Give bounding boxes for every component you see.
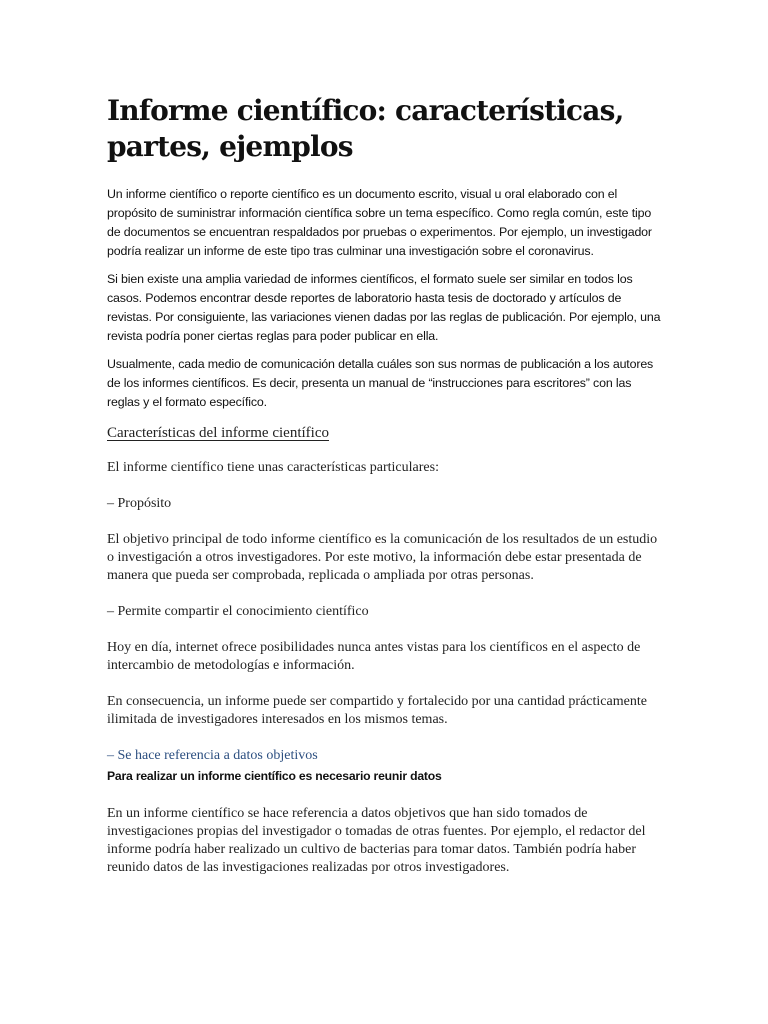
intro-section [107,185,667,412]
item-paragraph: El objetivo principal de todo informe científico es la comunicación de los resultados de un estudio o investigación a otros investigadores. Por este motivo, la información debe estar presentada de manera que pueda ser comprobada, replicada o ampliada por otras personas. [107,532,658,583]
item-paragraph: En un informe científico se hace referencia a datos objetivos que han sido tomados de investigaciones propias del investigador o tomadas de otras fuentes. Por ejemplo, el redactor del informe podría haber realizado un cultivo de bacterias para tomar datos. También podría haber reunido datos de las investigaciones realizadas por otros investigadores. [107,806,646,875]
document-title: Informe científico: características, partes, ejemplos [107,94,624,163]
section-lead: El informe científico tiene unas características particulares: [107,460,439,475]
document-page [107,93,667,895]
intro-paragraph: Si bien existe una amplia variedad de informes científicos, el formato suele ser similar en todos los casos. Podemos encontrar desde reportes de laboratorio hasta tesis de doctorado y artículos de revistas. Por consiguiente, las variaciones vienen dadas por las reglas de publicación. Por ejemplo, una revista podría poner ciertas reglas para poder publicar en ella. [107,272,661,343]
intro-paragraph: Un informe científico o reporte científico es un documento escrito, visual u oral elaborado con el propósito de suministrar información científica sobre un tema específico. Como regla común, este tipo de documentos se encuentran respaldados por pruebas o experimentos. Por ejemplo, un investigador podría realizar un informe de este tipo tras culminar una investigación sobre el coronavirus. [107,187,652,258]
item-paragraph: Hoy en día, internet ofrece posibilidades nunca antes vistas para los científicos en el aspecto de intercambio de metodologías e información. [107,640,641,673]
item-subheading: Para realizar un informe científico es necesario reunir datos [107,769,442,783]
section-heading: Características del informe científico [107,425,329,441]
intro-paragraph: Usualmente, cada medio de comunicación detalla cuáles son sus normas de publicación a los autores de los informes científicos. Es decir, presenta un manual de “instrucciones para escritores” con las reglas y el formato específico. [107,357,654,409]
item-label-datos-objetivos-link[interactable]: – Se hace referencia a datos objetivos [107,748,318,763]
item-label-compartir: – Permite compartir el conocimiento científico [107,604,369,619]
item-paragraph: En consecuencia, un informe puede ser compartido y fortalecido por una cantidad prácticamente ilimitada de investigadores interesados en los mismos temas. [107,694,647,727]
item-label-proposito: – Propósito [107,496,172,511]
